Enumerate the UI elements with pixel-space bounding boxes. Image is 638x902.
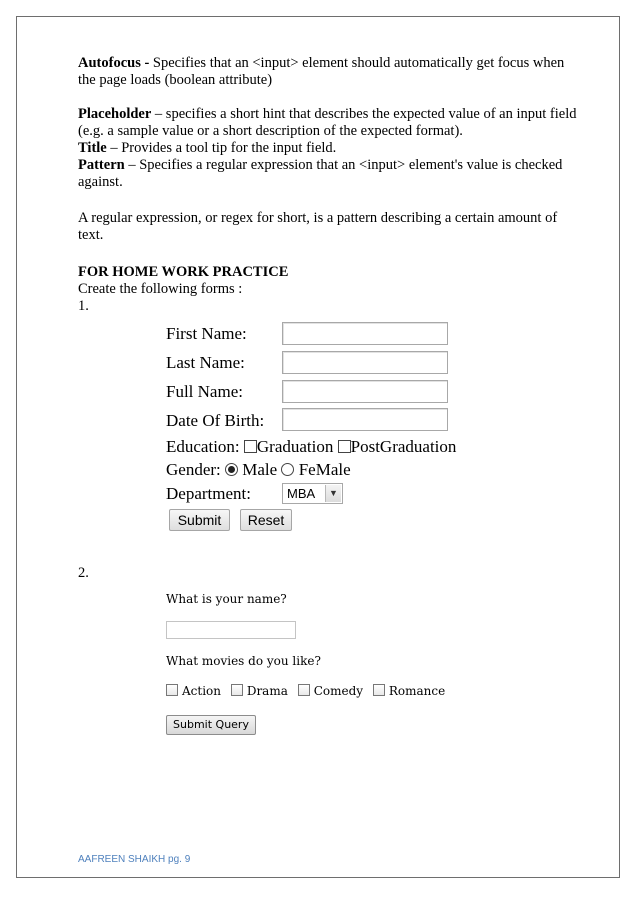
title-term: Title [78, 140, 107, 156]
pattern-term: Pattern [78, 157, 125, 173]
title-line [78, 140, 578, 157]
autofocus-paragraph [78, 55, 578, 89]
title-text: – Provides a tool tip for the input field. [106, 140, 337, 156]
education-row [166, 437, 456, 457]
full-name-input[interactable] [282, 380, 448, 403]
last-name-row [166, 353, 245, 373]
form1-number: 1. [78, 298, 89, 314]
department-value: MBA [287, 486, 316, 501]
homework-heading: FOR HOME WORK PRACTICE [78, 264, 289, 280]
form2-number: 2. [78, 565, 89, 581]
education-label: Education: [166, 437, 240, 456]
movie-options [166, 684, 451, 698]
last-name-label: Last Name: [166, 353, 245, 372]
placeholder-line [78, 106, 578, 140]
submit-query-button[interactable]: Submit Query [166, 715, 256, 735]
autofocus-text: Specifies that an <input> element should automatically get focus when the page loads (boolean attribute) [78, 55, 565, 88]
department-label: Department: [166, 484, 251, 503]
last-name-input[interactable] [282, 351, 448, 374]
attributes-paragraph [78, 106, 578, 191]
male-label: Male [242, 460, 278, 479]
submit-button[interactable]: Submit [169, 509, 230, 531]
department-select[interactable] [282, 483, 343, 504]
dob-row [166, 411, 264, 431]
romance-checkbox[interactable] [373, 684, 385, 696]
romance-label: Romance [388, 684, 446, 698]
drama-label: Drama [246, 684, 288, 698]
graduation-label: Graduation [256, 437, 334, 456]
full-name-row [166, 382, 243, 402]
full-name-label: Full Name: [166, 382, 243, 401]
dob-input[interactable] [282, 408, 448, 431]
male-radio[interactable] [225, 463, 238, 476]
graduation-checkbox[interactable] [244, 440, 257, 453]
name-question: What is your name? [166, 592, 287, 606]
name-input[interactable] [166, 621, 296, 639]
postgraduation-checkbox[interactable] [338, 440, 351, 453]
gender-label: Gender: [166, 460, 221, 479]
comedy-label: Comedy [313, 684, 364, 698]
autofocus-term: Autofocus - [78, 55, 150, 71]
placeholder-text: – specifies a short hint that describes the expected value of an input field (e.g. a sample value or a short description of the expected format). [78, 106, 577, 139]
female-label: FeMale [298, 460, 351, 479]
pattern-text: – Specifies a regular expression that an <input> element's value is checked against. [78, 157, 563, 190]
chevron-down-icon[interactable]: ▼ [325, 485, 341, 502]
footer-page: pg. 9 [168, 854, 191, 865]
movies-question: What movies do you like? [166, 654, 321, 668]
female-radio[interactable] [281, 463, 294, 476]
first-name-row [166, 324, 247, 344]
first-name-input[interactable] [282, 322, 448, 345]
postgraduation-label: PostGraduation [350, 437, 457, 456]
gender-row [166, 460, 351, 480]
regex-paragraph: A regular expression, or regex for short, is a pattern describing a certain amount of text. [78, 210, 558, 243]
comedy-checkbox[interactable] [298, 684, 310, 696]
action-label: Action [182, 684, 221, 698]
action-checkbox[interactable] [166, 684, 178, 696]
drama-checkbox[interactable] [231, 684, 243, 696]
footer-author: AAFREEN SHAIKH [78, 854, 166, 865]
homework-intro: Create the following forms : [78, 281, 243, 297]
dob-label: Date Of Birth: [166, 411, 265, 430]
page-footer [78, 854, 190, 865]
placeholder-term: Placeholder [78, 106, 152, 122]
reset-button[interactable]: Reset [240, 509, 292, 531]
first-name-label: First Name: [166, 324, 247, 343]
homework-section [78, 264, 578, 315]
pattern-line [78, 157, 578, 191]
department-row [166, 484, 251, 504]
